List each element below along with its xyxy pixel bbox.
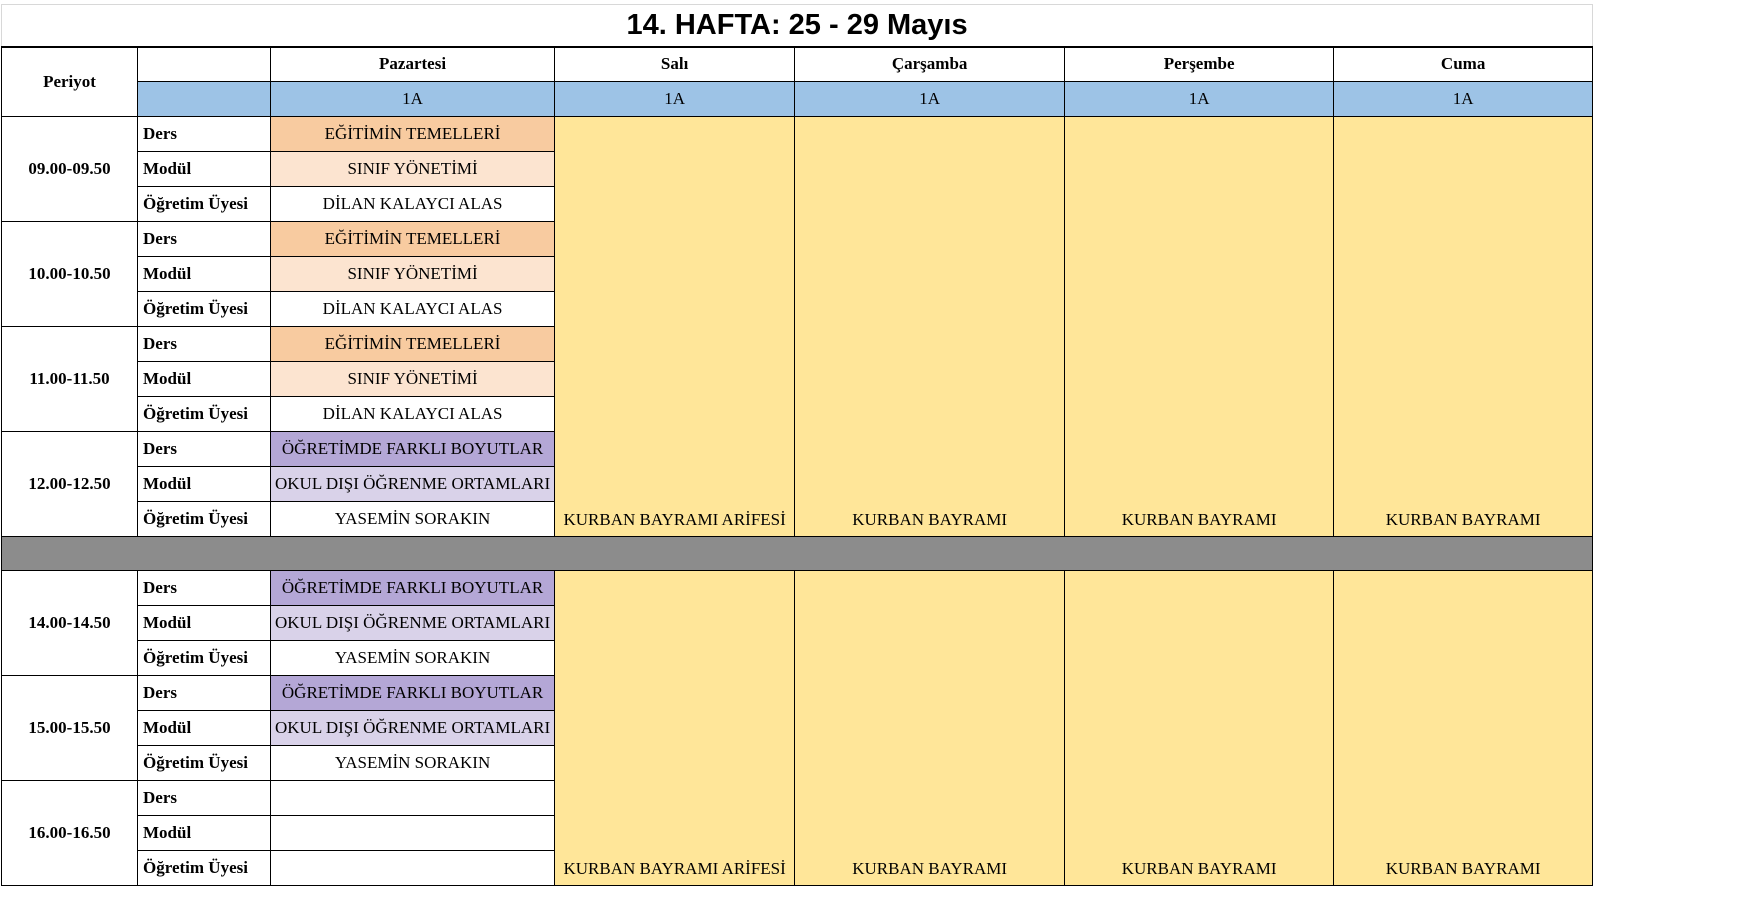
instructor-cell[interactable]: YASEMİN SORAKIN — [271, 746, 555, 781]
modul-cell[interactable]: OKUL DIŞI ÖĞRENME ORTAMLARI — [271, 467, 555, 502]
modul-cell[interactable]: OKUL DIŞI ÖĞRENME ORTAMLARI — [271, 711, 555, 746]
row-label-modul[interactable]: Modül — [138, 362, 271, 397]
row-label-ogretim-uyesi[interactable]: Öğretim Üyesi — [138, 502, 271, 537]
period-time[interactable]: 14.00-14.50 — [2, 571, 138, 676]
period-time[interactable]: 16.00-16.50 — [2, 781, 138, 886]
instructor-cell[interactable]: DİLAN KALAYCI ALAS — [271, 397, 555, 432]
modul-cell[interactable]: SINIF YÖNETİMİ — [271, 152, 555, 187]
holiday-cell-carsamba-afternoon[interactable]: KURBAN BAYRAMI — [795, 571, 1065, 886]
row-label-ogretim-uyesi[interactable]: Öğretim Üyesi — [138, 641, 271, 676]
instructor-cell[interactable]: YASEMİN SORAKIN — [271, 641, 555, 676]
row-label-modul[interactable]: Modül — [138, 816, 271, 851]
day-header-pazartesi[interactable]: Pazartesi — [271, 47, 555, 82]
holiday-cell-cuma-morning[interactable]: KURBAN BAYRAMI — [1334, 117, 1593, 537]
class-cell-pazartesi[interactable]: 1A — [271, 82, 555, 117]
row-label-ogretim-uyesi[interactable]: Öğretim Üyesi — [138, 746, 271, 781]
period-time[interactable]: 11.00-11.50 — [2, 327, 138, 432]
row-label-ders[interactable]: Ders — [138, 676, 271, 711]
period-time[interactable]: 10.00-10.50 — [2, 222, 138, 327]
ders-cell[interactable]: EĞİTİMİN TEMELLERİ — [271, 222, 555, 257]
row-label-ogretim-uyesi[interactable]: Öğretim Üyesi — [138, 292, 271, 327]
row-label-modul[interactable]: Modül — [138, 152, 271, 187]
schedule-table — [1, 4, 1593, 886]
page-title[interactable]: 14. HAFTA: 25 - 29 Mayıs — [2, 5, 1593, 47]
instructor-cell[interactable]: DİLAN KALAYCI ALAS — [271, 187, 555, 222]
row-label-ogretim-uyesi[interactable]: Öğretim Üyesi — [138, 397, 271, 432]
modul-cell[interactable]: SINIF YÖNETİMİ — [271, 257, 555, 292]
holiday-cell-cuma-afternoon[interactable]: KURBAN BAYRAMI — [1334, 571, 1593, 886]
class-cell-cuma[interactable]: 1A — [1334, 82, 1593, 117]
modul-cell[interactable] — [271, 816, 555, 851]
period-header[interactable]: Periyot — [2, 47, 138, 117]
label-header-blank[interactable] — [138, 47, 271, 82]
ders-cell[interactable]: EĞİTİMİN TEMELLERİ — [271, 327, 555, 362]
day-header-carsamba[interactable]: Çarşamba — [795, 47, 1065, 82]
row-label-modul[interactable]: Modül — [138, 606, 271, 641]
instructor-cell[interactable]: DİLAN KALAYCI ALAS — [271, 292, 555, 327]
row-label-ders[interactable]: Ders — [138, 222, 271, 257]
holiday-cell-persembe-afternoon[interactable]: KURBAN BAYRAMI — [1065, 571, 1334, 886]
holiday-cell-sali-afternoon[interactable]: KURBAN BAYRAMI ARİFESİ — [555, 571, 795, 886]
day-header-sali[interactable]: Salı — [555, 47, 795, 82]
row-label-ogretim-uyesi[interactable]: Öğretim Üyesi — [138, 851, 271, 886]
holiday-cell-persembe-morning[interactable]: KURBAN BAYRAMI — [1065, 117, 1334, 537]
holiday-cell-sali-morning[interactable]: KURBAN BAYRAMI ARİFESİ — [555, 117, 795, 537]
ders-cell[interactable]: ÖĞRETİMDE FARKLI BOYUTLAR — [271, 432, 555, 467]
class-cell-persembe[interactable]: 1A — [1065, 82, 1334, 117]
period-time[interactable]: 15.00-15.50 — [2, 676, 138, 781]
row-label-ders[interactable]: Ders — [138, 571, 271, 606]
row-label-ders[interactable]: Ders — [138, 327, 271, 362]
class-cell-sali[interactable]: 1A — [555, 82, 795, 117]
lunch-break-row[interactable] — [2, 537, 1593, 571]
ders-cell[interactable]: ÖĞRETİMDE FARKLI BOYUTLAR — [271, 676, 555, 711]
period-time[interactable]: 12.00-12.50 — [2, 432, 138, 537]
ders-cell[interactable]: EĞİTİMİN TEMELLERİ — [271, 117, 555, 152]
ders-cell[interactable]: ÖĞRETİMDE FARKLI BOYUTLAR — [271, 571, 555, 606]
instructor-cell[interactable]: YASEMİN SORAKIN — [271, 502, 555, 537]
class-row-blank[interactable] — [138, 82, 271, 117]
day-header-cuma[interactable]: Cuma — [1334, 47, 1593, 82]
day-header-persembe[interactable]: Perşembe — [1065, 47, 1334, 82]
instructor-cell[interactable] — [271, 851, 555, 886]
row-label-ders[interactable]: Ders — [138, 117, 271, 152]
ders-cell[interactable] — [271, 781, 555, 816]
row-label-ders[interactable]: Ders — [138, 432, 271, 467]
modul-cell[interactable]: SINIF YÖNETİMİ — [271, 362, 555, 397]
holiday-cell-carsamba-morning[interactable]: KURBAN BAYRAMI — [795, 117, 1065, 537]
class-cell-carsamba[interactable]: 1A — [795, 82, 1065, 117]
row-label-ogretim-uyesi[interactable]: Öğretim Üyesi — [138, 187, 271, 222]
modul-cell[interactable]: OKUL DIŞI ÖĞRENME ORTAMLARI — [271, 606, 555, 641]
row-label-modul[interactable]: Modül — [138, 711, 271, 746]
row-label-ders[interactable]: Ders — [138, 781, 271, 816]
row-label-modul[interactable]: Modül — [138, 467, 271, 502]
row-label-modul[interactable]: Modül — [138, 257, 271, 292]
period-time[interactable]: 09.00-09.50 — [2, 117, 138, 222]
